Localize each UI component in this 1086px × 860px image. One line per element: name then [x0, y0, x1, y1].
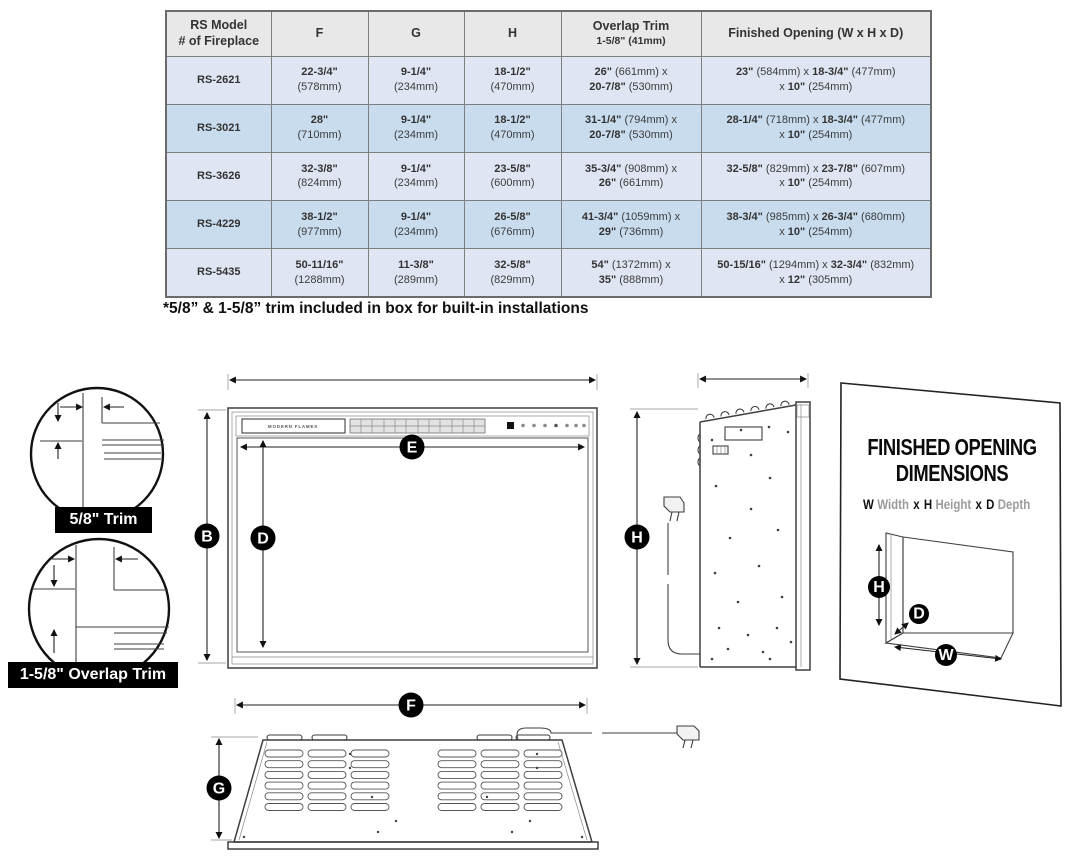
opening-badge-d [909, 604, 929, 624]
table-row [166, 104, 931, 152]
dim-badge-b [195, 524, 220, 549]
header-overlap-trim: Overlap Trim 1-5/8" (41mm) [561, 11, 701, 56]
power-plug-bottom [517, 726, 699, 748]
h-cell: 18-1/2" (470mm) [464, 56, 561, 104]
spec-table [165, 10, 932, 298]
svg-text:B: B [201, 528, 213, 546]
svg-text:W: W [938, 647, 954, 664]
header-model: RS Model # of Fireplace [166, 11, 271, 56]
finished-cell: 32-5/8" (829mm) x 23-7/8" (607mm) x 10" (254mm) [701, 152, 931, 200]
f-cell: 32-3/8" (824mm) [271, 152, 368, 200]
finished-cell: 28-1/4" (718mm) x 18-3/4" (477mm) x 10" (254mm) [701, 104, 931, 152]
h-cell: 23-5/8" (600mm) [464, 152, 561, 200]
opening-badge-w [935, 644, 957, 666]
trim-label-large: 1-5/8" Overlap Trim [8, 662, 178, 688]
svg-text:D: D [913, 605, 925, 623]
dim-badge-h [625, 525, 650, 550]
svg-text:G: G [212, 780, 226, 798]
bottom-view-diagram [200, 690, 712, 860]
dim-badge-f [399, 693, 424, 718]
table-header-row [166, 11, 931, 56]
f-cell: 28" (710mm) [271, 104, 368, 152]
finished-opening-legend: W Width x H Height x D Depth [863, 497, 1031, 513]
header-h: H [464, 11, 561, 56]
front-view-diagram [190, 370, 615, 678]
front-vent-grille [350, 419, 485, 433]
finished-opening-title-line2: DIMENSIONS [895, 461, 1009, 487]
opening-badge-h [868, 576, 890, 598]
dim-badge-d [251, 526, 276, 551]
overlap-cell: 54" (1372mm) x 35" (888mm) [561, 249, 701, 297]
header-finished-opening: Finished Opening (W x H x D) [701, 11, 931, 56]
g-cell: 11-3/8" (289mm) [368, 249, 464, 297]
overlap-cell: 41-3/4" (1059mm) x 29" (736mm) [561, 201, 701, 249]
finished-opening-panel [833, 375, 1086, 720]
f-cell: 38-1/2" (977mm) [271, 201, 368, 249]
g-cell: 9-1/4" (234mm) [368, 104, 464, 152]
svg-text:E: E [406, 439, 418, 457]
dim-badge-g [207, 776, 232, 801]
finished-cell: 23" (584mm) x 18-3/4" (477mm) x 10" (254mm) [701, 56, 931, 104]
svg-text:F: F [406, 697, 416, 715]
finished-cell: 38-3/4" (985mm) x 26-3/4" (680mm) x 10" (254mm) [701, 201, 931, 249]
trim-footnote: *5/8” & 1-5/8” trim included in box for built-in installations [163, 300, 589, 317]
g-cell: 9-1/4" (234mm) [368, 201, 464, 249]
g-cell: 9-1/4" (234mm) [368, 56, 464, 104]
svg-text:H: H [631, 529, 643, 547]
louver-vents [265, 750, 562, 811]
finished-opening-title-line1: FINISHED OPENING [867, 435, 1037, 461]
header-f: F [271, 11, 368, 56]
g-cell: 9-1/4" (234mm) [368, 152, 464, 200]
side-view-diagram [620, 370, 820, 682]
table-row [166, 152, 931, 200]
header-g: G [368, 11, 464, 56]
model-cell: RS-3021 [166, 104, 271, 152]
control-buttons [507, 422, 586, 429]
svg-text:D: D [257, 530, 269, 548]
f-cell: 22-3/4" (578mm) [271, 56, 368, 104]
screws [711, 426, 793, 661]
overlap-cell: 31-1/4" (794mm) x 20-7/8" (530mm) [561, 104, 701, 152]
power-plug-side [664, 497, 700, 654]
trim-label-small: 5/8" Trim [55, 507, 152, 533]
model-cell: RS-4229 [166, 201, 271, 249]
model-cell: RS-3626 [166, 152, 271, 200]
brand-logo-text: MODERN FLAMES [267, 424, 319, 429]
table-row [166, 201, 931, 249]
f-cell: 50-11/16" (1288mm) [271, 249, 368, 297]
table-row [166, 56, 931, 104]
model-cell: RS-2621 [166, 56, 271, 104]
finished-cell: 50-15/16" (1294mm) x 32-3/4" (832mm) x 12" (305mm) [701, 249, 931, 297]
h-cell: 32-5/8" (829mm) [464, 249, 561, 297]
overlap-cell: 26" (661mm) x 20-7/8" (530mm) [561, 56, 701, 104]
side-vent [713, 446, 728, 454]
mounting-hooks [706, 401, 789, 419]
model-cell: RS-5435 [166, 249, 271, 297]
h-cell: 26-5/8" (676mm) [464, 201, 561, 249]
rating-label-plate [725, 427, 762, 440]
dim-badge-e [400, 435, 425, 460]
table-row [166, 249, 931, 297]
svg-text:H: H [873, 579, 885, 596]
h-cell: 18-1/2" (470mm) [464, 104, 561, 152]
overlap-cell: 35-3/4" (908mm) x 26" (661mm) [561, 152, 701, 200]
